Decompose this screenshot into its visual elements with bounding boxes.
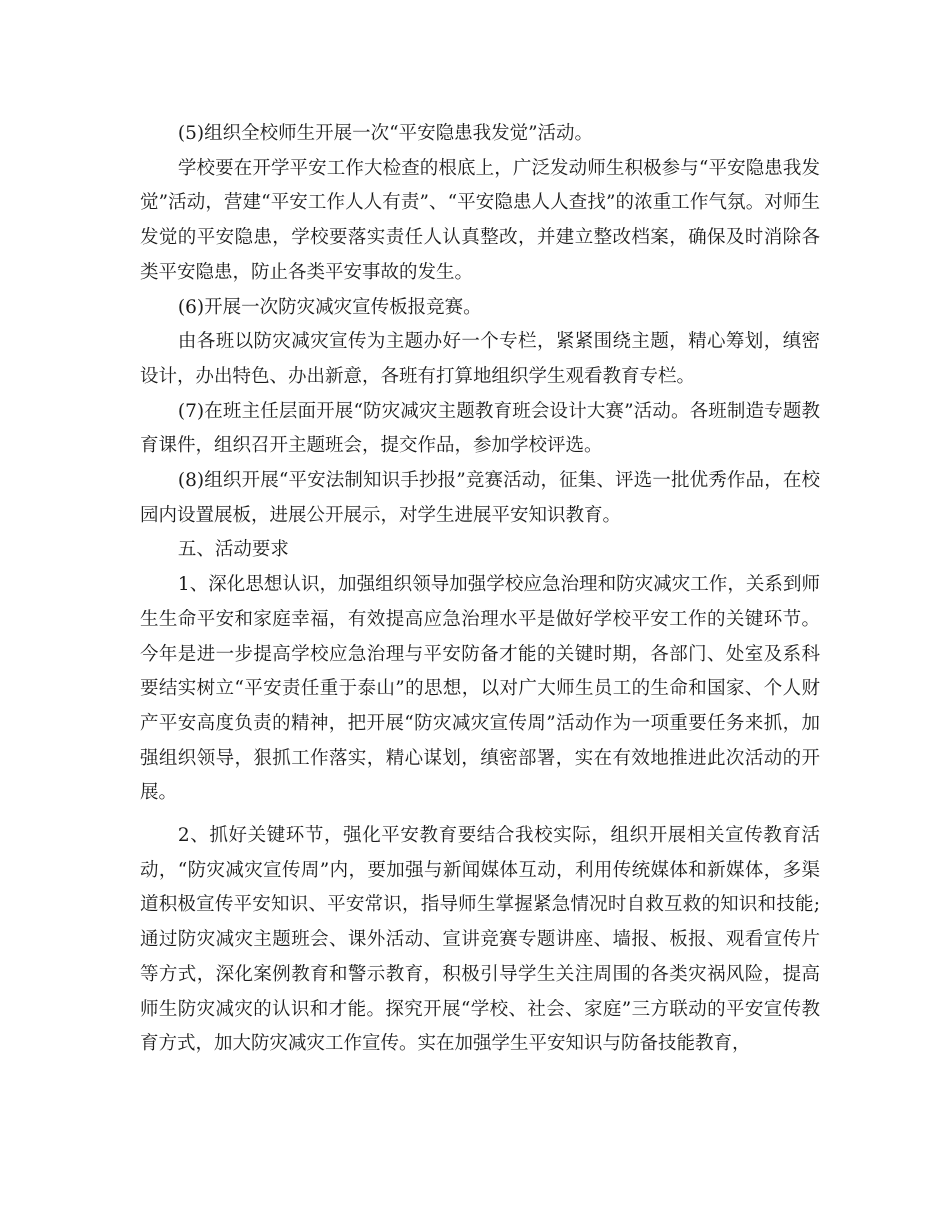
- paragraph-activity-5-detail: 学校要在开学平安工作大检查的根底上，广泛发动师生积极参与“平安隐患我发觉”活动，营建“平安工作人人有责”、“平安隐患人人查找”的浓重工作气氛。对师生发觉的平安隐患，学校要落实责任人认真整改，并建立整改档案，确保及时消除各类平安隐患，防止各类平安事故的发生。: [140, 157, 820, 283]
- paragraph-activity-6-detail: 由各班以防灾减灾宣传为主题办好一个专栏，紧紧围绕主题，精心筹划，缜密设计，办出特色、办出新意，各班有打算地组织学生观看教育专栏。: [140, 331, 820, 387]
- paragraph-requirement-2: 2、抓好关键环节，强化平安教育要结合我校实际，组织开展相关宣传教育活动，“防灾减灾宣传周”内，要加强与新闻媒体互动，利用传统媒体和新媒体，多渠道积极宣传平安知识、平安常识，指导师生掌握紧急情况时自救互救的知识和技能;通过防灾减灾主题班会、课外活动、宣讲竞赛专题讲座、墙报、板报、观看宣传片等方式，深化案例教育和警示教育，积极引导学生关注周围的各类灾祸风险，提高师生防灾减灾的认识和才能。探究开展“学校、社会、家庭”三方联动的平安宣传教育方式，加大防灾减灾工作宣传。实在加强学生平安知识与防备技能教育，: [140, 825, 820, 1055]
- paragraph-activity-6: (6)开展一次防灾减灾宣传板报竞赛。: [177, 296, 482, 318]
- paragraph-activity-8: (8)组织开展“平安法制知识手抄报”竞赛活动，征集、评选一批优秀作品，在校园内设置展板，进展公开展示，对学生进展平安知识教育。: [140, 470, 820, 526]
- section-heading-requirements: 五、活动要求: [177, 539, 289, 561]
- document-body: [140, 117, 820, 1062]
- paragraph-requirement-1: 1、深化思想认识，加强组织领导加强学校应急治理和防灾减灾工作，关系到师生生命平安和家庭幸福，有效提高应急治理水平是做好学校平安工作的关键环节。今年是进一步提高学校应急治理与平安防备才能的关键时期，各部门、处室及系科要结实树立“平安责任重于泰山”的思想，以对广大师生员工的生命和国家、个人财产平安高度负责的精神，把开展“防灾减灾宣传周”活动作为一项重要任务来抓，加强组织领导，狠抓工作落实，精心谋划，缜密部署，实在有效地推进此次活动的开展。: [140, 574, 820, 804]
- paragraph-activity-5: (5)组织全校师生开展一次“平安隐患我发觉”活动。: [177, 123, 594, 144]
- paragraph-activity-7: (7)在班主任层面开展“防灾减灾主题教育班会设计大赛”活动。各班制造专题教育课件，组织召开主题班会，提交作品，参加学校评选。: [140, 400, 820, 457]
